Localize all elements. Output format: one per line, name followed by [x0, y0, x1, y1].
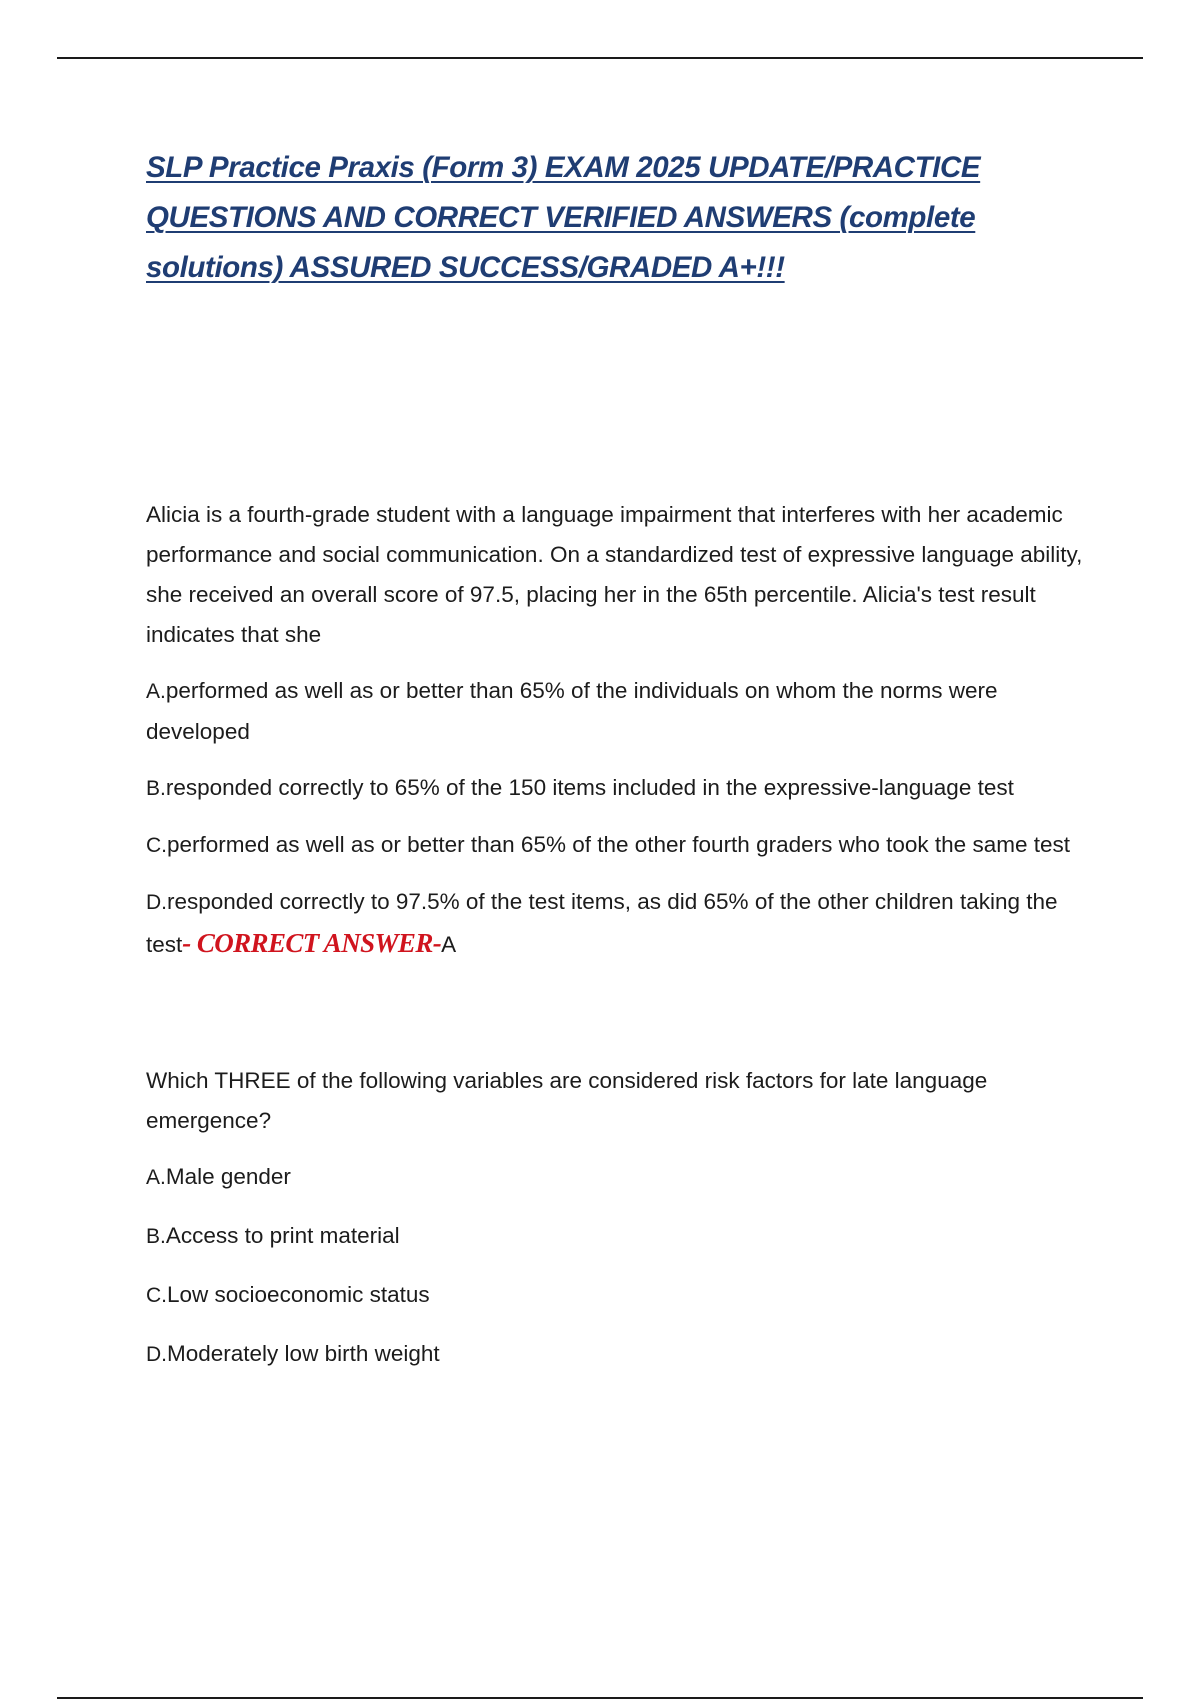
option-text: Access to print material — [165, 1223, 400, 1248]
option-text: Low socioeconomic status — [167, 1282, 430, 1307]
option-letter: D. — [146, 891, 167, 914]
option-letter: C. — [146, 834, 167, 857]
question-2-option-d — [146, 1334, 1086, 1375]
option-letter: B. — [146, 1225, 166, 1248]
question-1-option-b — [146, 768, 1086, 809]
option-text: Moderately low birth weight — [167, 1341, 440, 1366]
top-rule — [57, 57, 1143, 59]
question-2-option-b — [146, 1216, 1086, 1257]
option-text: Male gender — [165, 1164, 291, 1189]
document-title: SLP Practice Praxis (Form 3) EXAM 2025 UPDATE/PRACTICE QUESTIONS AND CORRECT VERIFIED ANSWERS (complete solutions) ASSURED SUCCESS/GRADED A+!!! — [146, 151, 981, 284]
option-text: performed as well as or better than 65% of the individuals on whom the norms were developed — [146, 678, 998, 744]
option-letter: B. — [146, 777, 166, 800]
option-letter: A. — [146, 1166, 166, 1189]
bottom-rule — [57, 1697, 1143, 1699]
option-letter: D. — [146, 1343, 167, 1366]
option-text: responded correctly to 65% of the 150 items included in the expressive-language test — [165, 775, 1014, 800]
question-1-option-d — [146, 882, 1086, 965]
questions-section — [146, 495, 1086, 1375]
question-2-option-c — [146, 1275, 1086, 1316]
option-letter: C. — [146, 1284, 167, 1307]
question-2-option-a — [146, 1157, 1086, 1198]
correct-answer-label: - CORRECT ANSWER- — [182, 928, 442, 958]
question-1-stem: Alicia is a fourth-grade student with a language impairment that interferes with her academic performance and social communication. On a standardized test of expressive language ability, she received an overall score of 97.5, placing her in the 65th percentile. Alicia's test result indicates that she — [146, 502, 1083, 647]
option-letter: A. — [146, 680, 166, 703]
question-1-option-a — [146, 671, 1086, 752]
question-2-stem: Which THREE of the following variables are considered risk factors for late language emergence? — [146, 1068, 988, 1133]
question-1-option-c — [146, 825, 1086, 866]
correct-answer-value: A — [441, 932, 457, 957]
option-text: responded correctly to 97.5% of the test items, as did 65% of the other children taking the test — [146, 889, 1058, 957]
option-text: performed as well as or better than 65% of the other fourth graders who took the same test — [167, 832, 1070, 857]
